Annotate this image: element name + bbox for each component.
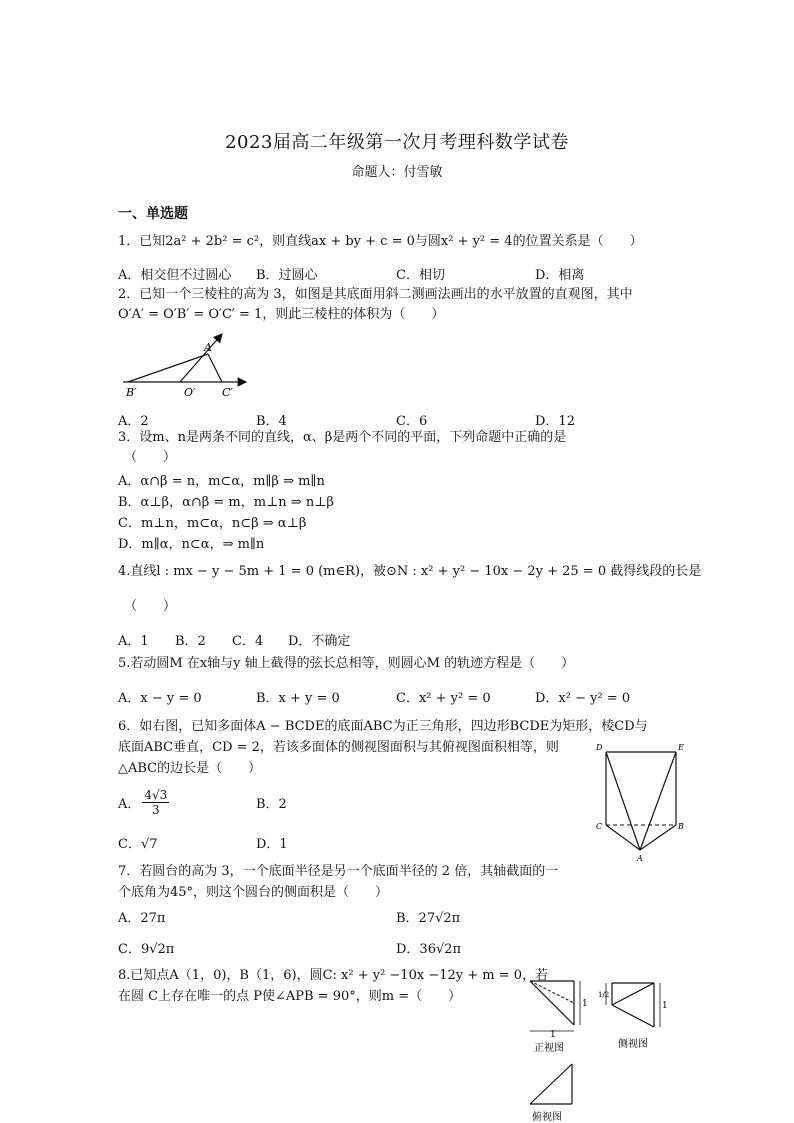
question-3-option-d: D．m∥α，n⊂α，⇒ m∥n <box>118 537 265 552</box>
section-heading: 一、单选题 <box>118 206 188 222</box>
question-4-option-b: B．2 <box>175 634 206 649</box>
question-1-option-b: B．过圆心 <box>256 268 318 283</box>
question-4-option-c: C．4 <box>232 634 264 649</box>
question-8-stem-line-1: 8.已知点A（1，0)，B（1，6)，圆C: x² + y² −10x −12y + m = 0，若 <box>118 968 549 983</box>
question-6-stem-line-1: 6．如右图，已知多面体A − BCDE的底面ABC为正三角形，四边形BCDE为矩形，棱CD与 <box>118 719 648 734</box>
front-width-label: 1 <box>550 1030 556 1040</box>
segment-a-c <box>208 354 222 382</box>
edge-d-a <box>606 752 640 850</box>
front-height-label: 1 <box>582 999 588 1009</box>
fraction-denominator: 3 <box>152 803 160 817</box>
label-b-prime: B′ <box>126 386 137 399</box>
top-view-figure <box>522 1058 592 1123</box>
front-view-figure <box>522 975 602 1055</box>
top-hypotenuse <box>530 1064 572 1104</box>
label-a-prime: A′ <box>204 341 215 354</box>
edge-e-a <box>640 752 676 850</box>
question-1-option-c: C．相切 <box>396 268 445 283</box>
side-lower-slant <box>612 1005 654 1027</box>
fraction-numerator: 4√3 <box>144 788 168 802</box>
label-c-prime: C′ <box>222 386 233 399</box>
top-view-caption: 俯视图 <box>532 1112 562 1123</box>
question-3-stem-line-1: 3．设m、n是两条不同的直线，α、β是两个不同的平面，下列命题中正确的是 <box>118 430 567 445</box>
question-2-option-a: A．2 <box>118 414 149 429</box>
edge-b-a <box>640 825 676 850</box>
question-3-option-c: C．m⊥n，m⊂α，n⊂β ⇒ α⊥β <box>118 516 307 531</box>
question-2-stem-line-1: 2．已知一个三棱柱的高为 3，如图是其底面用斜二测画法画出的水平放置的直观图，其中 <box>118 287 633 302</box>
y-axis-line <box>180 334 222 382</box>
question-5-option-c: C．x² + y² = 0 <box>396 691 491 706</box>
label-c: C <box>596 822 603 831</box>
question-7-stem-line-2: 个底角为45°，则这个圆台的侧面积是（ ） <box>118 885 389 900</box>
question-4-option-a: A．1 <box>118 634 149 649</box>
question-3-option-a: A．α∩β = n，m⊂α，m∥β ⇒ m∥n <box>118 474 325 489</box>
side-upper-slant <box>612 983 654 1005</box>
question-4-stem-line-1: 4.直线l : mx − y − 5m + 1 = 0 (m∈R)，被⊙N : x² + y² − 10x − 2y + 25 = 0 截得线段的长是 <box>118 564 702 579</box>
question-1-option-d: D．相离 <box>535 268 585 283</box>
question-7-option-c: C．9√2π <box>118 942 175 957</box>
option-a-prefix: A． <box>118 797 141 812</box>
front-hidden-line <box>530 981 574 1003</box>
question-5-option-d: D．x² − y² = 0 <box>535 691 631 706</box>
side-view-caption: 侧视图 <box>618 1039 648 1050</box>
question-2-option-c: C．6 <box>396 414 428 429</box>
question-3-option-b: B．α⊥β，α∩β = m，m⊥n ⇒ n⊥β <box>118 495 334 510</box>
question-4-option-d: D．不确定 <box>288 634 351 649</box>
label-d: D <box>596 743 603 752</box>
question-6-stem-line-2: 底面ABC垂直，CD = 2，若该多面体的侧视图面积与其俯视图面积相等，则 <box>118 740 559 755</box>
label-o-prime: O′ <box>184 386 196 399</box>
question-2-stem-line-2: O′A′ = O′B′ = O′C′ = 1，则此三棱柱的体积为（ ） <box>118 307 445 322</box>
segment-b-a <box>128 354 208 382</box>
question-1-stem: 1．已知2a² + 2b² = c²，则直线ax + by + c = 0与圆x² + y² = 4的位置关系是（ ） <box>118 234 643 249</box>
question-5-stem: 5.若动圆M 在x轴与y 轴上截得的弦长总相等，则圆心M 的轨迹方程是（ ） <box>118 656 575 671</box>
question-2-option-d: D．12 <box>535 414 575 429</box>
question-7-option-b: B．27√2π <box>396 911 461 926</box>
question-2-figure <box>118 332 258 402</box>
question-6-option-b: B．2 <box>256 797 287 812</box>
question-6-option-c: C．√7 <box>118 837 158 852</box>
question-5-option-b: B．x + y = 0 <box>256 691 340 706</box>
question-7-option-a: A．27π <box>118 911 166 926</box>
edge-c-a <box>606 825 640 850</box>
side-height-label: 1 <box>662 1001 668 1011</box>
question-3-stem-line-2: （ ） <box>124 450 177 465</box>
question-5-option-a: A．x − y = 0 <box>118 691 202 706</box>
label-b: B <box>678 822 684 831</box>
question-2-option-b: B．4 <box>256 414 287 429</box>
exam-title: 2023届高二年级第一次月考理科数学试卷 <box>225 132 569 153</box>
label-a: A <box>637 854 643 863</box>
question-6-figure <box>592 740 692 865</box>
question-1-option-a: A．相交但不过圆心 <box>118 268 232 283</box>
question-6-option-a <box>118 788 169 817</box>
question-6-stem-line-3: △ABC的边长是（ ） <box>118 761 262 776</box>
question-6-option-d: D．1 <box>256 837 288 852</box>
side-half-label: 1/2 <box>598 991 610 999</box>
question-4-stem-line-2: （ ） <box>124 599 177 614</box>
question-7-stem-line-1: 7．若圆台的高为 3，一个底面半径是另一个底面半径的 2 倍，其轴截面的一 <box>118 864 559 879</box>
front-hypotenuse <box>530 981 574 1025</box>
question-7-option-d: D．36√2π <box>396 942 462 957</box>
label-e: E <box>678 743 684 752</box>
side-view-figure <box>596 975 676 1055</box>
fraction <box>142 788 169 817</box>
exam-author: 命题人：付雪敏 <box>351 165 443 180</box>
question-8-stem-line-2: 在圆 C上存在唯一的点 P使∠APB = 90°，则m =（ ） <box>118 989 462 1004</box>
front-view-caption: 正视图 <box>534 1043 564 1054</box>
